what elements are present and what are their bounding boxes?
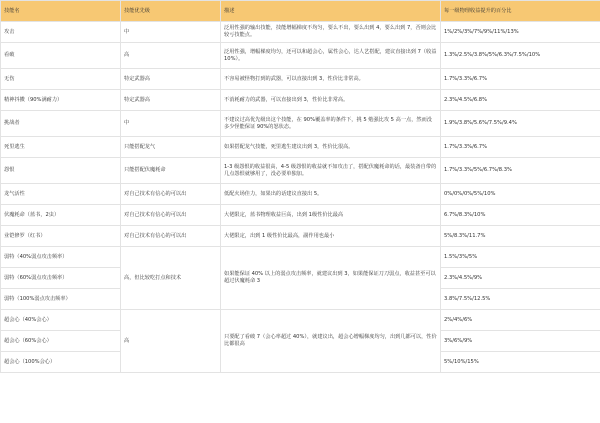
table-row bbox=[1, 43, 600, 69]
skill-gain: 0%/0%/0%/5%/10% bbox=[441, 184, 600, 205]
skill-name: 龙气活性 bbox=[1, 184, 121, 205]
skill-priority: 高 bbox=[121, 310, 221, 373]
skill-priority: 中 bbox=[121, 22, 221, 43]
skill-gain: 5%/8.3%/11.7% bbox=[441, 226, 600, 247]
skill-priority: 只能搭配伏魔耗命 bbox=[121, 158, 221, 184]
skill-priority: 特定武器高 bbox=[121, 69, 221, 90]
skill-gain: 1.9%/3.8%/5.6%/7.5%/9.4% bbox=[441, 111, 600, 137]
skill-priority: 高 bbox=[121, 43, 221, 69]
table-row bbox=[1, 137, 600, 158]
skill-description: 低配火场佳力，如果出的话建议直接出 5。 bbox=[221, 184, 441, 205]
skill-name: 弱特（100%弱点攻击频率） bbox=[1, 289, 121, 310]
skill-gain: 2.3%/4.5%/6.8% bbox=[441, 90, 600, 111]
table-row bbox=[1, 184, 600, 205]
skill-name: 无伤 bbox=[1, 69, 121, 90]
skill-name: 伏魔耗命（蓝书，2虫） bbox=[1, 205, 121, 226]
skill-priority: 特定武器高 bbox=[121, 90, 221, 111]
skill-gain: 1.7%/3.3%/5%/6.7%/8.3% bbox=[441, 158, 600, 184]
skill-description: 如果搭配龙气技能，死里逃生建议出到 3，性价比很高。 bbox=[221, 137, 441, 158]
table-row bbox=[1, 205, 600, 226]
skill-priority: 对自己技术有信心的可以出 bbox=[121, 205, 221, 226]
header-priority: 技能优先级 bbox=[121, 1, 221, 22]
skill-description: 泛用性强，增幅梯度均匀，还可以和超会心，属性会心，达人艺搭配，建议直接出到 7（收益 10%）。 bbox=[221, 43, 441, 69]
table-row bbox=[1, 22, 600, 43]
table-row bbox=[1, 90, 600, 111]
header-description: 描述 bbox=[221, 1, 441, 22]
table-row bbox=[1, 226, 600, 247]
skill-gain: 3%/6%/9% bbox=[441, 331, 600, 352]
skill-gain: 1.7%/3.3%/6.7% bbox=[441, 69, 600, 90]
skill-description: 如果能保证 40% 以上的弱点攻击频率，就建议出到 3，如果能保证刀刀弱点，收益甚至可以超过伏魔耗命 3 bbox=[221, 247, 441, 310]
skill-name: 挑战者 bbox=[1, 111, 121, 137]
header-gain: 每一级物理收益提升的百分比 bbox=[441, 1, 600, 22]
skill-name: 超会心（40%会心） bbox=[1, 310, 121, 331]
skill-gain: 1%/2%/3%/7%/9%/11%/13% bbox=[441, 22, 600, 43]
table-row bbox=[1, 69, 600, 90]
skill-description: 泛用性强的输出技能，技能增幅梯度不均匀，要么不出，要么出到 4，要么出到 7，否则会比较亏技能点。 bbox=[221, 22, 441, 43]
skill-gain: 3.8%/7.5%/12.5% bbox=[441, 289, 600, 310]
table-row bbox=[1, 247, 600, 268]
skill-description: 1-3 级怨恨的收益很高，4-5 级怨恨的收益就不如攻击了，搭配伏魔耗命的话，最装备自带的几点怨恨就够用了，没必要单独加。 bbox=[221, 158, 441, 184]
table-header-row bbox=[1, 1, 600, 22]
skill-name: 死里逃生 bbox=[1, 137, 121, 158]
skill-name: 精神抖擞（90%满耐力） bbox=[1, 90, 121, 111]
skill-priority: 对自己技术有信心的可以出 bbox=[121, 184, 221, 205]
table-row bbox=[1, 111, 600, 137]
skill-name: 超会心（60%会心） bbox=[1, 331, 121, 352]
skill-name: 弱特（60%弱点攻击频率） bbox=[1, 268, 121, 289]
skill-gain: 2.3%/4.5%/9% bbox=[441, 268, 600, 289]
skill-priority: 对自己技术有信心的可以出 bbox=[121, 226, 221, 247]
skill-gain: 1.7%/3.3%/6.7% bbox=[441, 137, 600, 158]
skill-name: 攻击 bbox=[1, 22, 121, 43]
skill-name: 怨恨 bbox=[1, 158, 121, 184]
skill-gain: 1.5%/3%/5% bbox=[441, 247, 600, 268]
skill-name: 弱特（40%弱点攻击频率） bbox=[1, 247, 121, 268]
skill-name: 看破 bbox=[1, 43, 121, 69]
header-skill-name: 技能名 bbox=[1, 1, 121, 22]
skill-gain: 2%/4%/6% bbox=[441, 310, 600, 331]
skill-gain: 6.7%/8.3%/10% bbox=[441, 205, 600, 226]
skill-gain: 5%/10%/15% bbox=[441, 352, 600, 373]
skill-description: 大佬限定，蓝书物理收益巨高，出到 1级性价比最高 bbox=[221, 205, 441, 226]
skill-gain: 1.3%/2.5%/3.8%/5%/6.3%/7.5%/10% bbox=[441, 43, 600, 69]
skill-name: 业铠修罗（红书） bbox=[1, 226, 121, 247]
table-row bbox=[1, 158, 600, 184]
skill-description: 只要配了看破 7（会心率超过 40%），就建议出，超会心增幅梯度均匀，出到几都可以，性价比都很高 bbox=[221, 310, 441, 373]
skill-priority: 中 bbox=[121, 111, 221, 137]
skill-description: 不容易被怪物打到的武器，可以直接出到 3，性价比非常高。 bbox=[221, 69, 441, 90]
skill-description: 不建议过高优先级出这个技能，在 90%覆盖率的条件下，挑 5 勉强比攻 5 高一点，然而没多少怪能保证 90%的怒状态。 bbox=[221, 111, 441, 137]
skill-priority: 只能搭配龙气 bbox=[121, 137, 221, 158]
skill-description: 大佬限定，出到 1 级性价比最高，副作用也最小 bbox=[221, 226, 441, 247]
skill-name: 超会心（100%会心） bbox=[1, 352, 121, 373]
skill-description: 不消耗耐力的武器，可以直接出到 3，性价比非常高。 bbox=[221, 90, 441, 111]
skill-priority: 高，但比较吃打点和技术 bbox=[121, 247, 221, 310]
table-row bbox=[1, 310, 600, 331]
